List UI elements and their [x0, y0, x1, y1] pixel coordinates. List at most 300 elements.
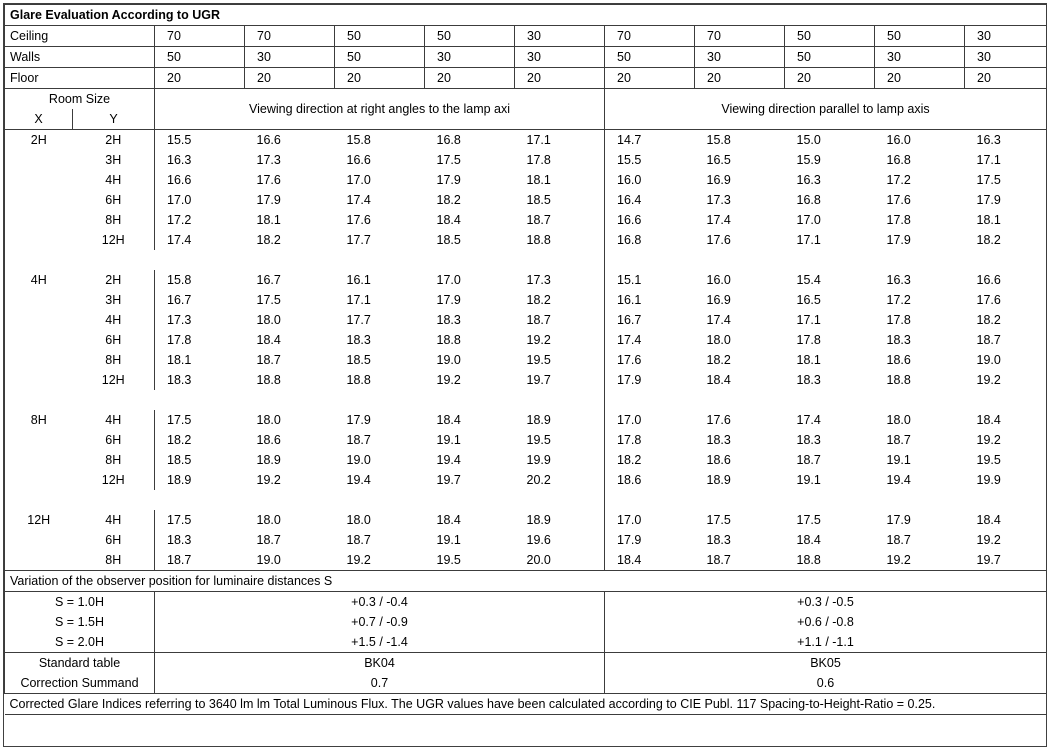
ugr-value-perpendicular: 18.9 [256, 453, 281, 467]
ugr-value-parallel: 15.9 [796, 153, 821, 167]
ugr-value-perpendicular: 19.2 [436, 373, 461, 387]
room-x-value [5, 350, 73, 370]
room-y-value: 12H [101, 233, 125, 247]
ugr-value-parallel: 18.4 [605, 550, 695, 571]
reflectance-value: 50 [335, 26, 425, 47]
reflectance-value: 50 [335, 47, 425, 68]
ugr-value-perpendicular: 18.4 [436, 213, 461, 227]
ugr-value-perpendicular: 18.4 [256, 333, 281, 347]
reflectance-row [5, 47, 1047, 68]
room-x-value: 12H [5, 510, 73, 530]
correction-summand-row [5, 673, 1047, 694]
reflectance-value: 20 [785, 68, 875, 89]
correction-summand-parallel: 0.6 [605, 673, 1047, 694]
ugr-value-perpendicular: 18.3 [155, 530, 245, 550]
ugr-value-parallel: 17.1 [796, 313, 821, 327]
ugr-value-perpendicular: 18.8 [436, 333, 461, 347]
reflectance-value: 50 [425, 26, 515, 47]
variation-label: S = 1.0H [5, 592, 155, 613]
ugr-value-perpendicular: 19.5 [425, 550, 515, 571]
ugr-value-parallel: 18.2 [976, 233, 1001, 247]
ugr-value-perpendicular: 17.4 [155, 230, 245, 250]
room-x-value: 2H [5, 130, 73, 151]
ugr-value-parallel: 19.2 [976, 433, 1001, 447]
ugr-value-parallel: 18.4 [796, 533, 821, 547]
ugr-value-parallel: 18.3 [706, 533, 731, 547]
ugr-value-parallel: 19.1 [796, 473, 821, 487]
ugr-value-parallel: 16.5 [706, 153, 731, 167]
ugr-value-perpendicular: 18.9 [526, 513, 551, 527]
ugr-value-parallel: 18.3 [796, 433, 821, 447]
ugr-value-parallel: 18.2 [976, 313, 1001, 327]
room-y-value: 4H [105, 313, 122, 327]
ugr-value-perpendicular: 19.0 [245, 550, 335, 571]
ugr-value-perpendicular: 17.8 [526, 153, 551, 167]
variation-perpendicular: +0.3 / -0.4 [155, 592, 605, 613]
reflectance-value: 20 [425, 68, 515, 89]
ugr-value-parallel: 18.8 [886, 373, 911, 387]
ugr-value-perpendicular: 19.7 [436, 473, 461, 487]
ugr-value-perpendicular: 19.1 [436, 533, 461, 547]
ugr-value-parallel: 16.0 [605, 170, 695, 190]
reflectance-value: 70 [155, 26, 245, 47]
ugr-value-perpendicular: 18.7 [526, 313, 551, 327]
variation-perpendicular: +1.5 / -1.4 [155, 632, 605, 653]
ugr-value-parallel: 16.3 [796, 173, 821, 187]
table-row [5, 370, 1047, 390]
ugr-value-parallel: 17.6 [706, 233, 731, 247]
table-row [5, 410, 1047, 430]
ugr-value-parallel: 17.3 [706, 193, 731, 207]
ugr-value-perpendicular: 18.6 [256, 433, 281, 447]
ugr-value-parallel: 17.6 [706, 413, 731, 427]
ugr-value-perpendicular: 17.5 [155, 510, 245, 530]
ugr-value-perpendicular: 19.2 [335, 550, 425, 571]
ugr-value-perpendicular: 18.1 [155, 350, 245, 370]
ugr-value-parallel: 18.2 [605, 450, 695, 470]
ugr-value-parallel: 17.5 [976, 173, 1001, 187]
table-row [5, 450, 1047, 470]
ugr-value-parallel: 19.4 [886, 473, 911, 487]
table-row [5, 190, 1047, 210]
ugr-value-perpendicular: 17.5 [436, 153, 461, 167]
ugr-value-parallel: 18.7 [886, 433, 911, 447]
ugr-value-parallel: 17.4 [796, 413, 821, 427]
ugr-value-perpendicular: 18.7 [346, 433, 371, 447]
standard-table-row [5, 653, 1047, 674]
ugr-value-parallel: 18.7 [976, 333, 1001, 347]
ugr-value-perpendicular: 19.0 [436, 353, 461, 367]
standard-table-label: Standard table [5, 653, 155, 674]
room-y-value: 4H [105, 413, 122, 427]
variation-label: S = 2.0H [5, 632, 155, 653]
room-y-value: 12H [101, 373, 125, 387]
ugr-value-perpendicular: 18.7 [256, 533, 281, 547]
table-row [5, 350, 1047, 370]
room-x-value [5, 450, 73, 470]
ugr-value-perpendicular: 18.2 [155, 430, 245, 450]
ugr-value-perpendicular: 18.9 [526, 413, 551, 427]
table-row [5, 430, 1047, 450]
ugr-value-perpendicular: 18.1 [526, 173, 551, 187]
reflectance-value: 20 [155, 68, 245, 89]
room-x-value [5, 330, 73, 350]
ugr-value-parallel: 15.4 [796, 273, 821, 287]
ugr-value-parallel: 19.5 [976, 453, 1001, 467]
ugr-table [4, 4, 1047, 715]
ugr-value-parallel: 15.8 [695, 130, 785, 151]
ugr-value-perpendicular: 16.6 [346, 153, 371, 167]
room-x-value: 8H [5, 410, 73, 430]
ugr-value-parallel: 16.8 [605, 230, 695, 250]
ugr-value-perpendicular: 17.6 [256, 173, 281, 187]
reflectance-label: Ceiling [5, 26, 155, 47]
table-row [5, 310, 1047, 330]
ugr-value-perpendicular: 18.4 [436, 413, 461, 427]
table-row [5, 210, 1047, 230]
ugr-value-parallel: 16.8 [796, 193, 821, 207]
ugr-value-parallel: 19.2 [976, 533, 1001, 547]
variation-row [5, 632, 1047, 653]
room-y-value: 12H [101, 473, 125, 487]
ugr-value-perpendicular: 19.2 [526, 333, 551, 347]
ugr-value-perpendicular: 16.7 [256, 273, 281, 287]
ugr-value-perpendicular: 15.8 [335, 130, 425, 151]
reflectance-value: 50 [785, 47, 875, 68]
ugr-value-parallel: 19.0 [976, 353, 1001, 367]
ugr-value-parallel: 17.6 [886, 193, 911, 207]
reflectance-value: 30 [965, 26, 1047, 47]
table-row [5, 170, 1047, 190]
ugr-value-perpendicular: 16.8 [425, 130, 515, 151]
reflectance-value: 50 [605, 47, 695, 68]
reflectance-value: 70 [245, 26, 335, 47]
ugr-value-perpendicular: 18.2 [526, 293, 551, 307]
reflectance-value: 20 [335, 68, 425, 89]
ugr-value-parallel: 16.5 [796, 293, 821, 307]
variation-parallel: +0.3 / -0.5 [605, 592, 1047, 613]
ugr-value-parallel: 16.6 [605, 210, 695, 230]
reflectance-value: 70 [695, 26, 785, 47]
ugr-value-parallel: 16.4 [605, 190, 695, 210]
ugr-value-perpendicular: 17.9 [436, 293, 461, 307]
ugr-value-parallel: 18.8 [785, 550, 875, 571]
ugr-value-perpendicular: 17.0 [155, 190, 245, 210]
reflectance-value: 50 [155, 47, 245, 68]
table-row [5, 290, 1047, 310]
ugr-value-parallel: 19.7 [965, 550, 1047, 571]
room-y-value: 6H [105, 533, 122, 547]
ugr-value-parallel: 18.3 [706, 433, 731, 447]
ugr-value-perpendicular: 19.0 [346, 453, 371, 467]
room-x-value [5, 530, 73, 550]
ugr-value-parallel: 16.8 [886, 153, 911, 167]
ugr-value-parallel: 18.6 [886, 353, 911, 367]
ugr-value-parallel: 17.5 [796, 513, 821, 527]
ugr-value-perpendicular: 18.1 [256, 213, 281, 227]
table-row [5, 230, 1047, 250]
ugr-value-perpendicular: 17.7 [346, 233, 371, 247]
reflectance-value: 70 [605, 26, 695, 47]
ugr-value-parallel: 18.3 [796, 373, 821, 387]
room-y-value: 2H [73, 130, 155, 151]
block-spacer [5, 490, 1047, 510]
ugr-value-parallel: 19.1 [886, 453, 911, 467]
ugr-value-perpendicular: 16.3 [155, 150, 245, 170]
ugr-value-parallel: 18.4 [706, 373, 731, 387]
ugr-value-parallel: 17.4 [605, 330, 695, 350]
ugr-value-perpendicular: 19.2 [256, 473, 281, 487]
ugr-value-perpendicular: 17.2 [155, 210, 245, 230]
block-spacer [5, 390, 1047, 410]
ugr-value-parallel: 18.7 [796, 453, 821, 467]
ugr-value-perpendicular: 19.4 [436, 453, 461, 467]
ugr-value-parallel: 17.6 [976, 293, 1001, 307]
ugr-value-perpendicular: 17.9 [436, 173, 461, 187]
ugr-value-parallel: 17.8 [886, 313, 911, 327]
ugr-value-parallel: 15.1 [605, 270, 695, 290]
ugr-value-parallel: 16.1 [605, 290, 695, 310]
ugr-value-perpendicular: 18.2 [256, 233, 281, 247]
ugr-value-perpendicular: 18.8 [346, 373, 371, 387]
reflectance-value: 30 [515, 47, 605, 68]
ugr-value-perpendicular: 18.0 [256, 513, 281, 527]
ugr-value-parallel: 15.5 [605, 150, 695, 170]
room-x-value [5, 370, 73, 390]
reflectance-label: Floor [5, 68, 155, 89]
reflectance-label: Walls [5, 47, 155, 68]
ugr-value-perpendicular: 18.9 [155, 470, 245, 490]
ugr-value-parallel: 19.9 [976, 473, 1001, 487]
ugr-value-parallel: 18.7 [695, 550, 785, 571]
table-row [5, 550, 1047, 571]
ugr-value-perpendicular: 17.7 [346, 313, 371, 327]
ugr-value-parallel: 17.2 [886, 293, 911, 307]
ugr-value-parallel: 18.6 [605, 470, 695, 490]
ugr-value-perpendicular: 17.0 [436, 273, 461, 287]
room-x-value [5, 150, 73, 170]
ugr-value-parallel: 18.4 [976, 513, 1001, 527]
reflectance-value: 20 [965, 68, 1047, 89]
ugr-value-perpendicular: 18.5 [155, 450, 245, 470]
reflectance-value: 30 [875, 47, 965, 68]
reflectance-row [5, 68, 1047, 89]
variation-parallel: +1.1 / -1.1 [605, 632, 1047, 653]
table-row [5, 470, 1047, 490]
variation-row [5, 592, 1047, 613]
ugr-value-perpendicular: 18.2 [436, 193, 461, 207]
ugr-value-parallel: 17.9 [605, 530, 695, 550]
footnote-text: Corrected Glare Indices referring to 3640 lm lm Total Luminous Flux. The UGR values have been calculated according to CIE Publ. 117 Spacing-to-Height-Ratio = 0.25. [5, 694, 1047, 715]
ugr-value-parallel: 17.1 [976, 153, 1001, 167]
ugr-value-perpendicular: 19.9 [526, 453, 551, 467]
room-size-header: Room Size [5, 89, 155, 110]
ugr-value-parallel: 18.0 [706, 333, 731, 347]
ugr-value-perpendicular: 16.1 [346, 273, 371, 287]
ugr-value-perpendicular: 19.4 [346, 473, 371, 487]
viewing-parallel-header: Viewing direction parallel to lamp axis [605, 89, 1047, 130]
ugr-value-perpendicular: 19.5 [526, 433, 551, 447]
ugr-value-parallel: 16.9 [706, 173, 731, 187]
room-x-value [5, 470, 73, 490]
ugr-value-perpendicular: 18.3 [155, 370, 245, 390]
ugr-value-parallel: 17.5 [706, 513, 731, 527]
variation-row [5, 612, 1047, 632]
ugr-value-parallel: 17.1 [796, 233, 821, 247]
ugr-value-parallel: 17.8 [605, 430, 695, 450]
ugr-value-perpendicular: 17.5 [155, 410, 245, 430]
axis-y-header: Y [73, 109, 155, 130]
ugr-value-perpendicular: 18.8 [256, 373, 281, 387]
ugr-value-parallel: 16.0 [706, 273, 731, 287]
room-y-value: 4H [105, 173, 122, 187]
ugr-value-parallel: 18.1 [976, 213, 1001, 227]
ugr-value-perpendicular: 18.0 [346, 513, 371, 527]
variation-heading-row [5, 571, 1047, 592]
table-row [5, 330, 1047, 350]
ugr-value-perpendicular: 17.6 [346, 213, 371, 227]
ugr-value-parallel: 16.7 [605, 310, 695, 330]
ugr-value-parallel: 17.9 [886, 233, 911, 247]
ugr-value-parallel: 18.1 [796, 353, 821, 367]
reflectance-value: 30 [245, 47, 335, 68]
ugr-value-parallel: 17.9 [886, 513, 911, 527]
ugr-value-parallel: 16.9 [706, 293, 731, 307]
page-title: Glare Evaluation According to UGR [5, 5, 1047, 26]
ugr-value-parallel: 17.9 [976, 193, 1001, 207]
ugr-value-perpendicular: 15.5 [155, 130, 245, 151]
ugr-value-parallel: 17.2 [886, 173, 911, 187]
reflectance-value: 20 [605, 68, 695, 89]
ugr-value-perpendicular: 18.7 [256, 353, 281, 367]
ugr-value-perpendicular: 18.4 [436, 513, 461, 527]
room-y-value: 8H [73, 550, 155, 571]
ugr-value-parallel: 18.4 [976, 413, 1001, 427]
table-row [5, 150, 1047, 170]
ugr-value-perpendicular: 17.5 [256, 293, 281, 307]
reflectance-value: 20 [515, 68, 605, 89]
reflectance-value: 20 [245, 68, 335, 89]
ugr-value-parallel: 18.6 [706, 453, 731, 467]
ugr-table-sheet [3, 3, 1047, 747]
room-x-value [5, 170, 73, 190]
ugr-value-parallel: 19.2 [875, 550, 965, 571]
ugr-value-parallel: 18.3 [886, 333, 911, 347]
room-x-value [5, 230, 73, 250]
table-row [5, 130, 1047, 151]
ugr-value-perpendicular: 20.2 [526, 473, 551, 487]
reflectance-value: 30 [695, 47, 785, 68]
ugr-value-perpendicular: 17.1 [515, 130, 605, 151]
reflectance-value: 30 [515, 26, 605, 47]
ugr-value-perpendicular: 16.6 [245, 130, 335, 151]
ugr-value-perpendicular: 18.5 [346, 353, 371, 367]
room-x-value: 4H [5, 270, 73, 290]
reflectance-row [5, 26, 1047, 47]
ugr-value-perpendicular: 19.1 [436, 433, 461, 447]
variation-label: S = 1.5H [5, 612, 155, 632]
ugr-value-parallel: 17.6 [605, 350, 695, 370]
correction-summand-perpendicular: 0.7 [155, 673, 605, 694]
room-y-value: 8H [105, 453, 122, 467]
variation-perpendicular: +0.7 / -0.9 [155, 612, 605, 632]
ugr-value-parallel: 16.3 [886, 273, 911, 287]
axis-x-header: X [5, 109, 73, 130]
ugr-value-parallel: 16.0 [875, 130, 965, 151]
standard-table-perpendicular: BK04 [155, 653, 605, 674]
room-y-value: 8H [105, 213, 122, 227]
room-x-value [5, 430, 73, 450]
ugr-value-parallel: 15.0 [785, 130, 875, 151]
ugr-value-parallel: 17.4 [706, 313, 731, 327]
room-x-value [5, 550, 73, 571]
ugr-value-perpendicular: 16.7 [155, 290, 245, 310]
reflectance-value: 20 [695, 68, 785, 89]
room-y-value: 6H [105, 193, 122, 207]
footnote-row [5, 694, 1047, 715]
standard-table-parallel: BK05 [605, 653, 1047, 674]
variation-heading: Variation of the observer position for luminaire distances S [5, 571, 1047, 592]
ugr-value-parallel: 14.7 [605, 130, 695, 151]
ugr-value-perpendicular: 18.5 [436, 233, 461, 247]
table-row [5, 530, 1047, 550]
ugr-value-perpendicular: 19.7 [526, 373, 551, 387]
reflectance-value: 50 [785, 26, 875, 47]
table-row [5, 270, 1047, 290]
reflectance-value: 30 [965, 47, 1047, 68]
viewing-perpendicular-header: Viewing direction at right angles to the lamp axi [155, 89, 605, 130]
room-y-value: 3H [105, 293, 122, 307]
ugr-value-parallel: 17.4 [706, 213, 731, 227]
ugr-value-perpendicular: 19.5 [526, 353, 551, 367]
room-x-value [5, 210, 73, 230]
correction-summand-label: Correction Summand [5, 673, 155, 694]
ugr-value-parallel: 16.3 [965, 130, 1047, 151]
ugr-value-parallel: 18.0 [886, 413, 911, 427]
ugr-value-parallel: 17.0 [605, 510, 695, 530]
ugr-value-parallel: 17.8 [886, 213, 911, 227]
ugr-value-perpendicular: 17.3 [256, 153, 281, 167]
ugr-value-perpendicular: 17.0 [346, 173, 371, 187]
ugr-value-perpendicular: 18.7 [155, 550, 245, 571]
ugr-value-perpendicular: 19.6 [526, 533, 551, 547]
ugr-value-perpendicular: 18.8 [526, 233, 551, 247]
room-y-value: 6H [105, 333, 122, 347]
ugr-value-parallel: 18.7 [886, 533, 911, 547]
ugr-value-parallel: 17.8 [796, 333, 821, 347]
table-row [5, 510, 1047, 530]
reflectance-value: 20 [875, 68, 965, 89]
room-x-value [5, 290, 73, 310]
ugr-value-parallel: 17.0 [796, 213, 821, 227]
ugr-value-perpendicular: 17.3 [155, 310, 245, 330]
ugr-value-parallel: 18.9 [706, 473, 731, 487]
ugr-value-perpendicular: 17.4 [346, 193, 371, 207]
ugr-value-perpendicular: 20.0 [515, 550, 605, 571]
ugr-value-perpendicular: 18.7 [346, 533, 371, 547]
ugr-value-perpendicular: 18.0 [256, 413, 281, 427]
ugr-value-perpendicular: 15.8 [155, 270, 245, 290]
ugr-value-perpendicular: 17.9 [256, 193, 281, 207]
ugr-value-perpendicular: 18.0 [256, 313, 281, 327]
ugr-value-perpendicular: 17.1 [346, 293, 371, 307]
ugr-value-parallel: 17.0 [605, 410, 695, 430]
ugr-value-perpendicular: 18.5 [526, 193, 551, 207]
ugr-value-parallel: 16.6 [976, 273, 1001, 287]
reflectance-value: 30 [425, 47, 515, 68]
title-row [5, 5, 1047, 26]
room-x-value [5, 310, 73, 330]
